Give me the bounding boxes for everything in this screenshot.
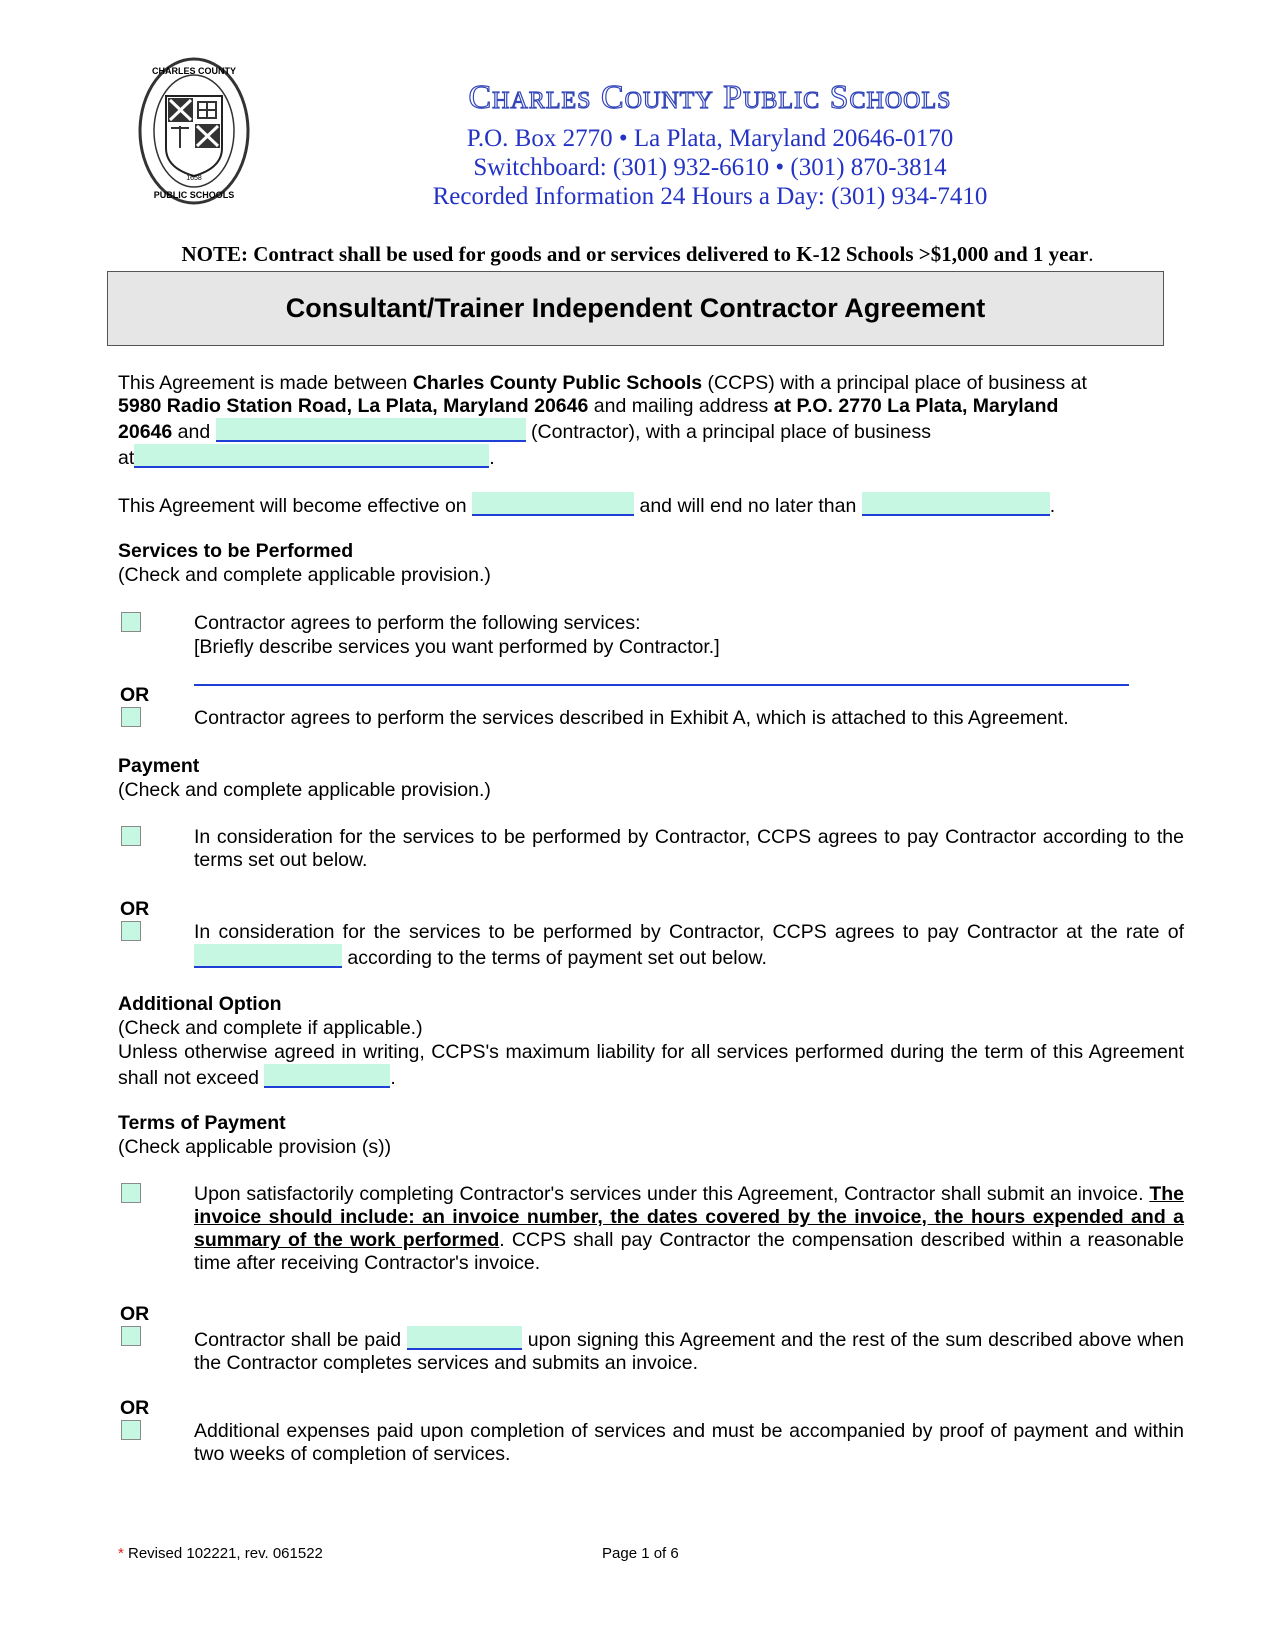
contractor-name-field[interactable]	[216, 418, 526, 442]
max-liability-field[interactable]	[264, 1064, 390, 1088]
revision-footer: * Revised 102221, rev. 061522	[118, 1545, 323, 1562]
svg-text:1658: 1658	[186, 175, 202, 182]
terms-instruction: (Check applicable provision (s))	[118, 1136, 392, 1158]
services-option2-checkbox[interactable]	[121, 707, 141, 727]
svg-text:CHARLES COUNTY: CHARLES COUNTY	[151, 66, 237, 76]
district-seal-logo	[138, 56, 250, 206]
recorded-info-phone: Recorded Information 24 Hours a Day: (301) 934-7410	[432, 183, 988, 210]
payment-option2-checkbox[interactable]	[121, 921, 141, 941]
terms-option1-checkbox[interactable]	[121, 1183, 141, 1203]
additional-option-text: Unless otherwise agreed in writing, CCPS's maximum liability for all services performed during the term of this Agreement shall not exceed .	[118, 1041, 1184, 1089]
payment-or-label: OR	[120, 898, 150, 920]
services-instruction: (Check and complete applicable provision.)	[118, 564, 491, 586]
services-description-line[interactable]	[194, 684, 1129, 686]
payment-heading: Payment	[118, 755, 200, 777]
po-box-address: P.O. Box 2770 • La Plata, Maryland 20646-0170	[466, 125, 954, 152]
services-option1-checkbox[interactable]	[121, 612, 141, 632]
end-date-field[interactable]	[862, 492, 1050, 516]
payment-instruction: (Check and complete applicable provision.)	[118, 779, 491, 801]
effective-date-field[interactable]	[472, 492, 634, 516]
terms-or-label-2: OR	[120, 1397, 150, 1419]
terms-option1-text: Upon satisfactorily completing Contractor's services under this Agreement, Contractor shall submit an invoice. The invoice should include: an invoice number, the dates covered by the invoice, the hours expended and a summary of the work performed. CCPS shall pay Contractor the compensation described within a reasonable time after receiving Contractor's invoice.	[194, 1183, 1185, 1274]
terms-option2-checkbox[interactable]	[121, 1326, 141, 1346]
terms-option3-checkbox[interactable]	[121, 1420, 141, 1440]
terms-heading: Terms of Payment	[118, 1112, 286, 1134]
agreement-title-box	[107, 271, 1164, 346]
services-option2-text: Contractor agrees to perform the services described in Exhibit A, which is attached to this Agreement.	[194, 707, 1069, 729]
additional-option-heading: Additional Option	[118, 993, 282, 1015]
terms-or-label-1: OR	[120, 1303, 150, 1325]
services-option1-hint: [Briefly describe services you want performed by Contractor.]	[194, 636, 720, 658]
payment-option2-text: In consideration for the services to be performed by Contractor, CCPS agrees to pay Contractor at the rate of according to the terms of payment set out below.	[194, 921, 1184, 969]
switchboard-phones: Switchboard: (301) 932-6610 • (301) 870-3814	[473, 154, 947, 181]
terms-option3-text: Additional expenses paid upon completion of services and must be accompanied by proof of payment and within two weeks of completion of services.	[194, 1420, 1184, 1465]
contractor-address-field[interactable]	[134, 444, 489, 468]
additional-option-instruction: (Check and complete if applicable.)	[118, 1017, 423, 1039]
services-option1-text: Contractor agrees to perform the following services:	[194, 612, 641, 634]
intro-paragraph: This Agreement is made between Charles County Public Schools (CCPS) with a principal place of business at 5980 Radio Station Road, La Plata, Maryland 20646 and mailing address at P.O. 2770 La Plata, Maryland 20646 and (Contractor), with a principal place of business at .	[118, 372, 1087, 469]
payment-rate-field[interactable]	[194, 944, 342, 968]
effective-dates-line: This Agreement will become effective on and will end no later than .	[118, 492, 1055, 518]
page-number: Page 1 of 6	[602, 1545, 679, 1562]
terms-option2-text: Contractor shall be paid upon signing this Agreement and the rest of the sum described above when the Contractor completes services and submits an invoice.	[194, 1326, 1184, 1375]
payment-option1-checkbox[interactable]	[121, 826, 141, 846]
agreement-title: Consultant/Trainer Independent Contractor Agreement	[285, 293, 986, 323]
usage-note: NOTE: Contract shall be used for goods and or services delivered to K-12 Schools >$1,000 and 1 year.	[181, 242, 1094, 266]
org-name-heading: Charles County Public Schools	[468, 79, 952, 116]
services-heading: Services to be Performed	[118, 540, 354, 562]
payment-option1-text: In consideration for the services to be performed by Contractor, CCPS agrees to pay Contractor according to the terms set out below.	[194, 826, 1184, 871]
svg-text:PUBLIC SCHOOLS: PUBLIC SCHOOLS	[153, 190, 235, 200]
services-or-label: OR	[120, 684, 150, 706]
upfront-payment-field[interactable]	[407, 1326, 522, 1350]
